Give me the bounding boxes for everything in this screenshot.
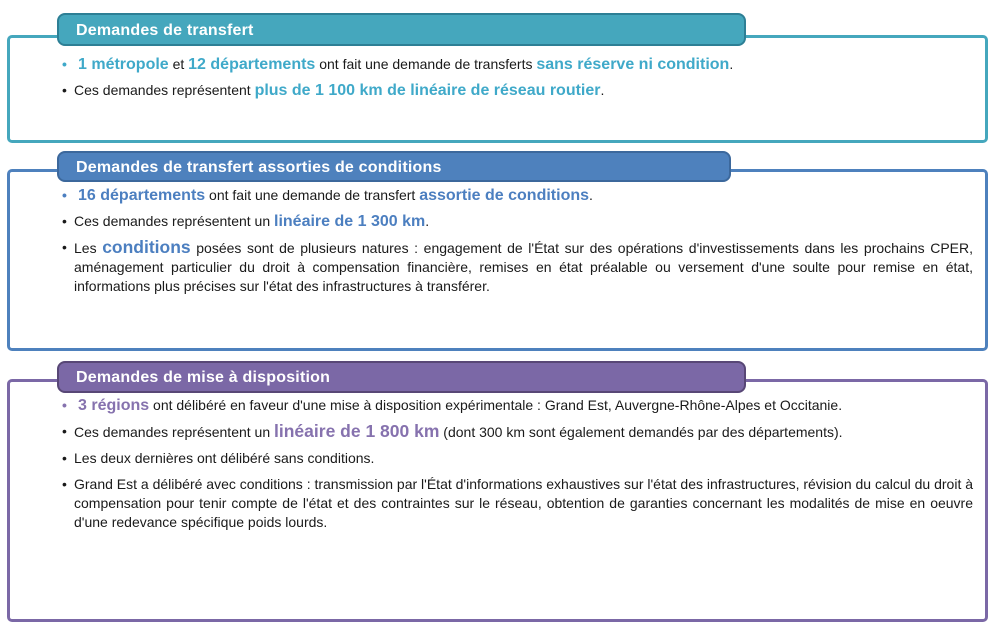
body-text: Ces demandes représentent xyxy=(74,82,255,98)
body-text: ont fait une demande de transfert xyxy=(205,187,420,203)
highlight-text: plus de 1 100 km de linéaire de réseau routier xyxy=(254,82,601,99)
section-title: Demandes de transfert xyxy=(76,22,254,39)
body-text: posées sont de plusieurs natures : engagement de l'État sur des opérations d'investissements dans les prochains CPER, aménagement particulier du droit à compensation financière, remises en état préalable ou versement d'une soulte pour remise en état, informations plus précises sur l'état des infrastructures à transférer. xyxy=(74,240,973,294)
body-text: Les deux dernières ont délibéré sans conditions. xyxy=(74,450,375,466)
highlight-text: conditions xyxy=(102,237,191,257)
body-text: ont délibéré en faveur d'une mise à disposition expérimentale : Grand Est, Auvergne-Rhône-Alpes et Occitanie. xyxy=(149,397,843,413)
body-text: (dont 300 km sont également demandés par des départements). xyxy=(439,424,843,440)
section-title: Demandes de mise à disposition xyxy=(76,369,331,386)
body-text: . xyxy=(729,56,734,72)
highlight-text: assortie de conditions xyxy=(419,187,590,204)
body-text: Ces demandes représentent un xyxy=(74,424,275,440)
bullet-item xyxy=(62,422,973,442)
section-body-box xyxy=(7,169,988,351)
body-text: et xyxy=(168,56,189,72)
section-content xyxy=(10,382,985,532)
section-content xyxy=(10,172,985,296)
section-body-box xyxy=(7,379,988,622)
bullet-item xyxy=(62,396,973,415)
bullet-item xyxy=(62,475,973,532)
bullet-item xyxy=(62,238,973,296)
section-header-tab xyxy=(57,13,746,46)
section-header-tab xyxy=(57,361,746,393)
section-header-tab xyxy=(57,151,731,182)
section-content xyxy=(10,38,985,100)
highlight-text: 16 départements xyxy=(78,187,206,204)
body-text: . xyxy=(589,187,593,203)
bullet-item xyxy=(62,81,973,100)
bullet-item xyxy=(62,186,973,205)
highlight-text: 12 départements xyxy=(188,56,316,73)
bullet-item xyxy=(62,55,973,74)
highlight-text: 3 régions xyxy=(78,397,150,414)
bullet-item xyxy=(62,212,973,231)
highlight-text: linéaire de 1 300 km xyxy=(274,213,426,230)
bullet-item xyxy=(62,449,973,468)
section-body-box xyxy=(7,35,988,143)
body-text: . xyxy=(425,213,430,229)
body-text: Les xyxy=(74,240,103,256)
body-text: Ces demandes représentent un xyxy=(74,213,275,229)
highlight-text: linéaire de 1 800 km xyxy=(274,421,440,441)
body-text: . xyxy=(600,82,605,98)
body-text: Grand Est a délibéré avec conditions : transmission par l'État d'informations exhaustives sur l'état des infrastructures, révision du calcul du droit à compensation pour tenir compte de l'état et des contraintes sur le réseau, obtention de garanties concernant les modalités de mise en oeuvre d'une redevance spécifique poids lourds. xyxy=(74,476,974,530)
section-title: Demandes de transfert assorties de conditions xyxy=(76,159,442,176)
highlight-text: sans réserve ni condition xyxy=(536,56,730,73)
body-text: ont fait une demande de transferts xyxy=(315,56,537,72)
highlight-text: 1 métropole xyxy=(78,56,169,73)
